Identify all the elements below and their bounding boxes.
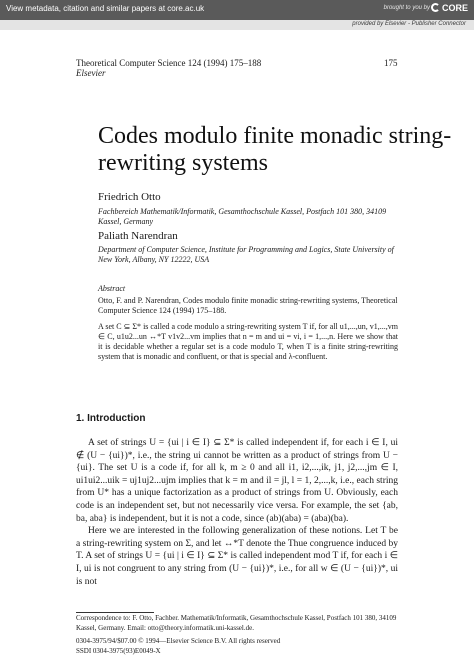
author-affiliation: Department of Computer Science, Institute for Programming and Logics, State University of New York, Albany, NY 12222, USA <box>98 245 394 264</box>
core-banner <box>0 0 474 20</box>
body-paragraph: A set of strings U = {ui | i ∈ I} ⊆ Σ* is called independent if, for each i ∈ I, ui ∉ (U − {ui})*, i.e., the string ui cannot be written as a product of strings from U − {ui}. The set U is a code if, for all k, m ≥ 0 and all i1, i2,...,ik, j1, j2,...,jm ∈ I, ui1ui2...uik = uj1uj2...ujm implies that k = m and il = jl, l = 1, 2,...,k, i.e., each string from U* has a unique factorization as a product of strings from U. Obviously, each code is an independent set, but not necessarily vice versa. For example, the set {ab, ba, aba} is independent, but it is not a code, since (ab)(aba) = (aba)(ba). <box>76 438 398 524</box>
page-number: 175 <box>384 58 398 68</box>
section-heading: 1. Introduction <box>76 413 146 424</box>
core-metadata-link[interactable]: View metadata, citation and similar papers at core.ac.uk <box>6 4 205 13</box>
provider-text[interactable]: provided by Elsevier - Publisher Connector <box>352 21 466 27</box>
abstract-body: A set C ⊆ Σ* is called a code modulo a string-rewriting system T if, for all u1,...,un, v1,...,vm ∈ C, u1u2...un ↔*T v1v2...vm implies that n = m and ui = vi, i = 1,...,n. Here we show that it is decidable whether a regular set is a code modulo T, when T is a finite string-rewriting system that is monadic and confluent, or that is special and λ-confluent. <box>98 322 398 361</box>
brought-to-you-text: brought to you by <box>383 5 430 11</box>
author-affiliation: Fachbereich Mathematik/Informatik, Gesamthochschule Kassel, Postfach 101 380, 34109 Kassel, Germany <box>98 207 387 226</box>
provider-bar <box>0 20 474 30</box>
core-logo[interactable] <box>431 3 468 13</box>
core-logo-icon <box>431 3 440 12</box>
correspondence-footnote: Correspondence to: F. Otto, Fachber. Mathematik/Informatik, Gesamthochschule Kassel, Postfach 101 380, 34109 Kassel, Germany. Email: otto@theory.informatik.uni-kassel.de. <box>76 614 397 632</box>
abstract-citation: Otto, F. and P. Narendran, Codes modulo finite monadic string-rewriting systems, Theoretical Computer Science 124 (1994) 175–188. <box>98 296 398 315</box>
abstract-heading: Abstract <box>98 284 126 293</box>
publisher-name: Elsevier <box>76 68 106 78</box>
footnote-divider <box>76 612 154 613</box>
body-paragraph: Here we are interested in the following generalization of these notions. Let T be a string-rewriting system on Σ, and let ↔*T denote the Thue congruence induced by T. A set of strings U = {ui | i ∈ I} ⊆ Σ* is called independent mod T if, for each i ∈ I, ui is not congruent to any string from (U − {ui})*, i.e., for all w ∈ (U − {ui})*, ui is not <box>76 526 398 587</box>
journal-citation: Theoretical Computer Science 124 (1994) 175–188 <box>76 58 262 68</box>
section-body <box>76 437 398 588</box>
core-logo-text: CORE <box>441 3 468 13</box>
author-name: Friedrich Otto <box>98 191 161 203</box>
paper-title: Codes modulo finite monadic string-rewriting systems <box>98 123 452 176</box>
author-name: Paliath Narendran <box>98 230 178 242</box>
issn-line: 0304-3975/94/$07.00 © 1994—Elsevier Science B.V. All rights reserved SSDI 0304-3975(93)E0049-X <box>76 637 281 655</box>
